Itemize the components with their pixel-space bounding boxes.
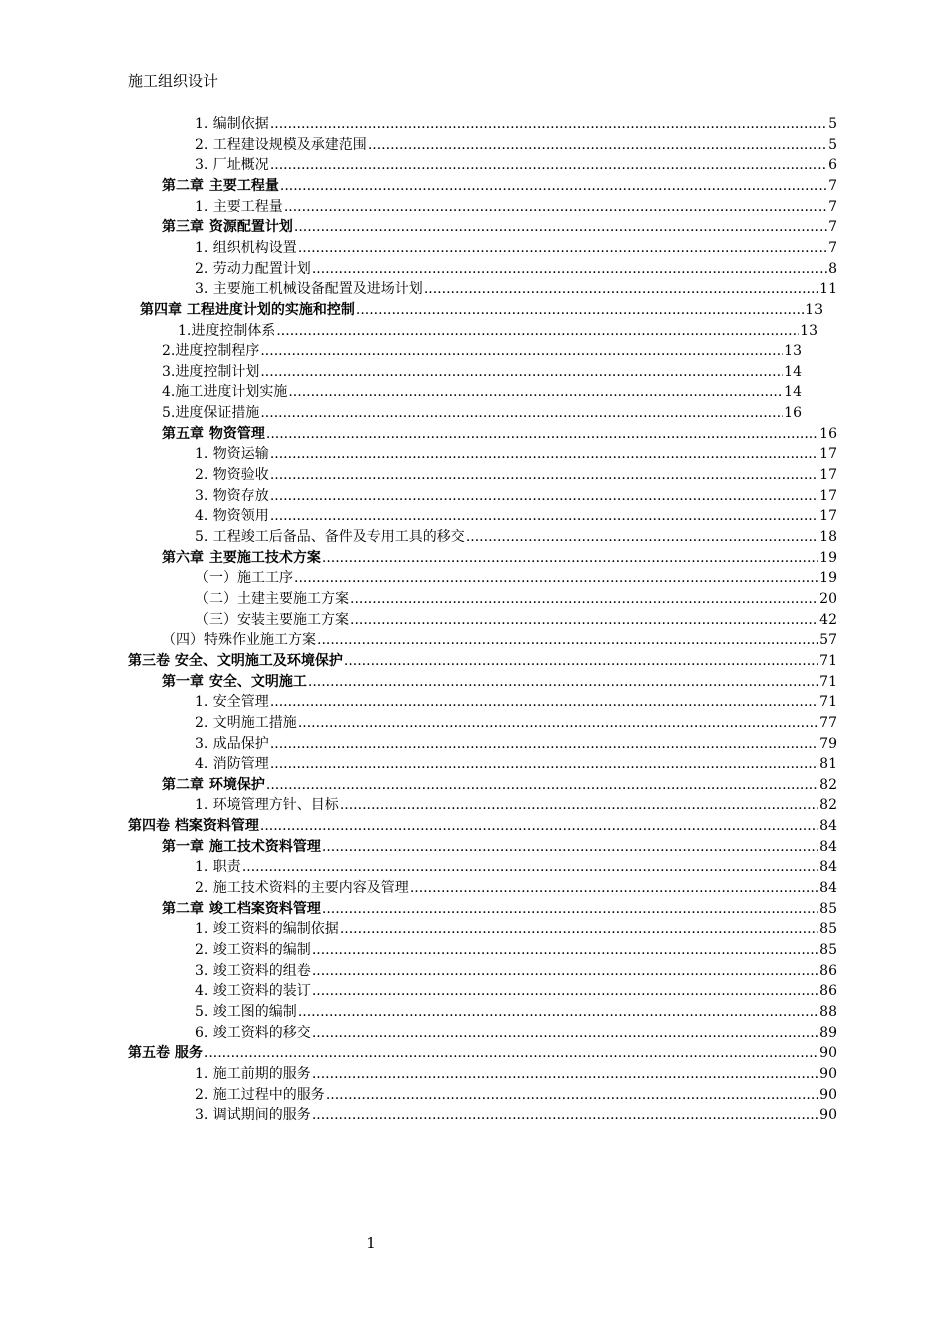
- toc-entry-label: 3. 厂址概况: [195, 157, 269, 173]
- toc-leader-dots: [424, 279, 818, 299]
- toc-entry-page: 16: [819, 426, 837, 442]
- toc-leader-dots: [322, 548, 818, 568]
- toc-entry[interactable]: [162, 630, 837, 650]
- toc-leader-dots: [368, 135, 827, 155]
- toc-entry-label: 第六章 主要施工技术方案: [162, 550, 321, 566]
- toc-entry[interactable]: [162, 362, 802, 382]
- toc-entry-label: 2. 施工过程中的服务: [195, 1087, 325, 1103]
- toc-entry[interactable]: [195, 981, 837, 1001]
- toc-leader-dots: [466, 527, 818, 547]
- toc-leader-dots: [270, 465, 818, 485]
- toc-entry-page: 20: [819, 591, 837, 607]
- toc-entry-page: 85: [819, 921, 837, 937]
- toc-entry-label: 1. 环境管理方针、目标: [195, 797, 339, 813]
- toc-entry-label: 1. 物资运输: [195, 446, 269, 462]
- toc-entry-label: 2.进度控制程序: [162, 343, 260, 359]
- toc-entry[interactable]: [162, 899, 837, 919]
- toc-entry-page: 77: [819, 715, 837, 731]
- toc-leader-dots: [288, 382, 783, 402]
- toc-leader-dots: [312, 1105, 818, 1125]
- toc-leader-dots: [266, 424, 818, 444]
- toc-entry-label: 第五卷 服务: [128, 1045, 203, 1061]
- toc-entry[interactable]: [162, 424, 837, 444]
- toc-entry-page: 84: [819, 839, 837, 855]
- toc-entry-page: 19: [819, 550, 837, 566]
- toc-entry-label: 1. 施工前期的服务: [195, 1066, 311, 1082]
- toc-entry-page: 57: [819, 632, 837, 648]
- toc-entry[interactable]: [195, 713, 837, 733]
- toc-entry[interactable]: [195, 238, 837, 258]
- toc-entry[interactable]: [195, 1105, 837, 1125]
- toc-entry[interactable]: [195, 1023, 837, 1043]
- toc-leader-dots: [410, 878, 818, 898]
- toc-entry[interactable]: [195, 527, 837, 547]
- toc-entry-page: 17: [819, 488, 837, 504]
- toc-entry-label: 4. 竣工资料的装订: [195, 983, 311, 999]
- toc-leader-dots: [344, 651, 818, 671]
- toc-leader-dots: [284, 197, 827, 217]
- toc-leader-dots: [270, 734, 818, 754]
- toc-entry-label: 1. 编制依据: [195, 116, 269, 132]
- toc-entry-page: 85: [819, 942, 837, 958]
- toc-entry[interactable]: [195, 857, 837, 877]
- toc-entry-page: 42: [819, 612, 837, 628]
- toc-leader-dots: [270, 444, 818, 464]
- toc-entry[interactable]: [128, 816, 837, 836]
- toc-entry-label: 1. 主要工程量: [195, 199, 283, 215]
- toc-entry-label: 2. 文明施工措施: [195, 715, 297, 731]
- toc-leader-dots: [308, 672, 818, 692]
- toc-entry-label: （三）安装主要施工方案: [195, 612, 349, 628]
- toc-entry[interactable]: [195, 259, 837, 279]
- toc-entry-label: 2. 工程建设规模及承建范围: [195, 137, 367, 153]
- toc-entry[interactable]: [162, 176, 837, 196]
- toc-entry[interactable]: [195, 114, 837, 134]
- toc-entry-page: 16: [784, 405, 802, 421]
- toc-entry-label: 5. 工程竣工后备品、备件及专用工具的移交: [195, 529, 465, 545]
- toc-entry-label: 5.进度保证措施: [162, 405, 260, 421]
- toc-entry[interactable]: [140, 300, 823, 320]
- toc-entry[interactable]: [195, 1002, 837, 1022]
- toc-entry[interactable]: [162, 548, 837, 568]
- toc-entry-label: 6. 竣工资料的移交: [195, 1025, 311, 1041]
- toc-leader-dots: [312, 1023, 818, 1043]
- toc-entry-page: 86: [819, 983, 837, 999]
- toc-entry-page: 7: [828, 199, 837, 215]
- toc-entry-label: 第二章 环境保护: [162, 777, 265, 793]
- toc-entry[interactable]: [162, 672, 837, 692]
- toc-leader-dots: [260, 816, 818, 836]
- toc-entry-label: 3. 物资存放: [195, 488, 269, 504]
- toc-entry-page: 82: [819, 777, 837, 793]
- toc-entry-label: 1. 竣工资料的编制依据: [195, 921, 339, 937]
- toc-entry-page: 11: [819, 281, 837, 297]
- toc-entry-label: 2. 竣工资料的编制: [195, 942, 311, 958]
- toc-leader-dots: [298, 238, 827, 258]
- toc-entry-page: 17: [819, 508, 837, 524]
- toc-entry[interactable]: [162, 403, 802, 423]
- toc-entry-label: 第二章 竣工档案资料管理: [162, 901, 321, 917]
- toc-leader-dots: [312, 1064, 818, 1084]
- toc-entry[interactable]: [195, 279, 837, 299]
- toc-leader-dots: [340, 795, 818, 815]
- toc-entry-page: 14: [784, 364, 802, 380]
- toc-entry-page: 19: [819, 570, 837, 586]
- toc-entry[interactable]: [162, 775, 837, 795]
- toc-entry[interactable]: [195, 155, 837, 175]
- toc-entry-page: 90: [819, 1045, 837, 1061]
- toc-entry-page: 84: [819, 880, 837, 896]
- toc-leader-dots: [356, 300, 804, 320]
- toc-entry-label: 2. 施工技术资料的主要内容及管理: [195, 880, 409, 896]
- toc-entry-page: 6: [828, 157, 837, 173]
- toc-entry-page: 86: [819, 963, 837, 979]
- toc-entry-page: 84: [819, 859, 837, 875]
- toc-leader-dots: [312, 940, 818, 960]
- toc-entry[interactable]: [195, 692, 837, 712]
- toc-entry-page: 5: [828, 137, 837, 153]
- toc-entry[interactable]: [195, 486, 837, 506]
- toc-entry-page: 13: [800, 323, 818, 339]
- toc-leader-dots: [266, 775, 818, 795]
- toc-entry[interactable]: [128, 1043, 837, 1063]
- toc-entry-label: 3. 成品保护: [195, 736, 269, 752]
- toc-entry-page: 71: [819, 674, 837, 690]
- toc-entry-page: 84: [819, 818, 837, 834]
- toc-leader-dots: [322, 899, 818, 919]
- toc-entry[interactable]: [195, 465, 837, 485]
- toc-entry[interactable]: [195, 589, 837, 609]
- toc-leader-dots: [260, 341, 783, 361]
- toc-entry[interactable]: [195, 610, 837, 630]
- toc-leader-dots: [270, 114, 827, 134]
- toc-leader-dots: [312, 961, 818, 981]
- toc-entry-label: 第五章 物资管理: [162, 426, 265, 442]
- toc-leader-dots: [350, 589, 818, 609]
- toc-entry[interactable]: [195, 135, 837, 155]
- toc-leader-dots: [322, 837, 818, 857]
- toc-leader-dots: [242, 857, 818, 877]
- toc-leader-dots: [294, 217, 827, 237]
- toc-entry-label: （二）土建主要施工方案: [195, 591, 349, 607]
- toc-entry[interactable]: [195, 1085, 837, 1105]
- toc-entry-label: 3. 调试期间的服务: [195, 1107, 311, 1123]
- toc-entry-label: 第四章 工程进度计划的实施和控制: [140, 302, 355, 318]
- toc-entry-page: 7: [828, 240, 837, 256]
- toc-leader-dots: [270, 486, 818, 506]
- toc-entry-page: 8: [828, 261, 837, 277]
- toc-entry-page: 13: [805, 302, 823, 318]
- toc-entry-label: 1. 职责: [195, 859, 241, 875]
- toc-entry-label: 第三卷 安全、文明施工及环境保护: [128, 653, 343, 669]
- toc-entry-page: 90: [819, 1087, 837, 1103]
- toc-entry-page: 17: [819, 467, 837, 483]
- toc-entry-label: 3. 竣工资料的组卷: [195, 963, 311, 979]
- toc-leader-dots: [204, 1043, 818, 1063]
- toc-entry-page: 5: [828, 116, 837, 132]
- toc-entry-label: 5. 竣工图的编制: [195, 1004, 297, 1020]
- toc-entry-page: 90: [819, 1066, 837, 1082]
- toc-entry[interactable]: [162, 382, 802, 402]
- toc-leader-dots: [260, 362, 783, 382]
- toc-entry-label: 3. 主要施工机械设备配置及进场计划: [195, 281, 423, 297]
- toc-entry-label: 1. 组织机构设置: [195, 240, 297, 256]
- toc-entry-label: 第三章 资源配置计划: [162, 219, 293, 235]
- page-number: 1: [366, 1234, 376, 1252]
- toc-entry-label: 4.施工进度计划实施: [162, 384, 288, 400]
- toc-entry[interactable]: [162, 217, 837, 237]
- toc-leader-dots: [294, 568, 818, 588]
- toc-entry-page: 17: [819, 446, 837, 462]
- toc-entry-label: 4. 物资领用: [195, 508, 269, 524]
- toc-entry[interactable]: [195, 568, 837, 588]
- toc-entry[interactable]: [195, 795, 837, 815]
- toc-entry-page: 79: [819, 736, 837, 752]
- toc-leader-dots: [298, 1002, 818, 1022]
- toc-entry-label: 第一章 施工技术资料管理: [162, 839, 321, 855]
- toc-entry[interactable]: [195, 754, 837, 774]
- toc-entry-label: 第四卷 档案资料管理: [128, 818, 259, 834]
- toc-leader-dots: [326, 1085, 818, 1105]
- toc-entry[interactable]: [195, 878, 837, 898]
- toc-entry[interactable]: [178, 321, 818, 341]
- toc-leader-dots: [270, 155, 827, 175]
- toc-entry[interactable]: [195, 506, 837, 526]
- toc-entry-page: 14: [784, 384, 802, 400]
- toc-entry[interactable]: [195, 1064, 837, 1084]
- toc-leader-dots: [312, 981, 818, 1001]
- toc-entry[interactable]: [128, 651, 837, 671]
- toc-leader-dots: [270, 692, 818, 712]
- toc-entry-label: 4. 消防管理: [195, 756, 269, 772]
- toc-entry-page: 7: [828, 178, 837, 194]
- toc-entry-label: 1.进度控制体系: [178, 323, 276, 339]
- toc-leader-dots: [270, 506, 818, 526]
- toc-entry-page: 88: [819, 1004, 837, 1020]
- toc-entry-label: 第二章 主要工程量: [162, 178, 279, 194]
- toc-entry[interactable]: [195, 961, 837, 981]
- toc-entry-label: 2. 劳动力配置计划: [195, 261, 311, 277]
- toc-entry-page: 7: [828, 219, 837, 235]
- toc-entry-label: （四）特殊作业施工方案: [162, 632, 316, 648]
- toc-entry-label: 第一章 安全、文明施工: [162, 674, 307, 690]
- toc-entry-page: 89: [819, 1025, 837, 1041]
- toc-entry-label: 2. 物资验收: [195, 467, 269, 483]
- toc-entry[interactable]: [162, 341, 802, 361]
- toc-entry-page: 13: [784, 343, 802, 359]
- toc-leader-dots: [350, 610, 818, 630]
- toc-entry[interactable]: [195, 444, 837, 464]
- toc-entry-label: 3.进度控制计划: [162, 364, 260, 380]
- toc-leader-dots: [317, 630, 818, 650]
- toc-entry-page: 18: [819, 529, 837, 545]
- toc-entry[interactable]: [195, 197, 837, 217]
- toc-entry[interactable]: [195, 734, 837, 754]
- toc-entry-page: 90: [819, 1107, 837, 1123]
- toc-leader-dots: [298, 713, 818, 733]
- toc-leader-dots: [280, 176, 827, 196]
- toc-leader-dots: [340, 919, 818, 939]
- page-header: 施工组织设计: [128, 72, 219, 90]
- toc-entry-page: 71: [819, 694, 837, 710]
- toc-entry-page: 71: [819, 653, 837, 669]
- toc-leader-dots: [276, 321, 799, 341]
- toc-entry-page: 82: [819, 797, 837, 813]
- toc-leader-dots: [260, 403, 783, 423]
- toc-entry[interactable]: [195, 940, 837, 960]
- toc-entry[interactable]: [195, 919, 837, 939]
- toc-entry-page: 85: [819, 901, 837, 917]
- toc-entry[interactable]: [162, 837, 837, 857]
- toc-leader-dots: [270, 754, 818, 774]
- toc-leader-dots: [312, 259, 827, 279]
- toc-entry-label: （一）施工工序: [195, 570, 293, 586]
- toc-entry-page: 81: [819, 756, 837, 772]
- toc-entry-label: 1. 安全管理: [195, 694, 269, 710]
